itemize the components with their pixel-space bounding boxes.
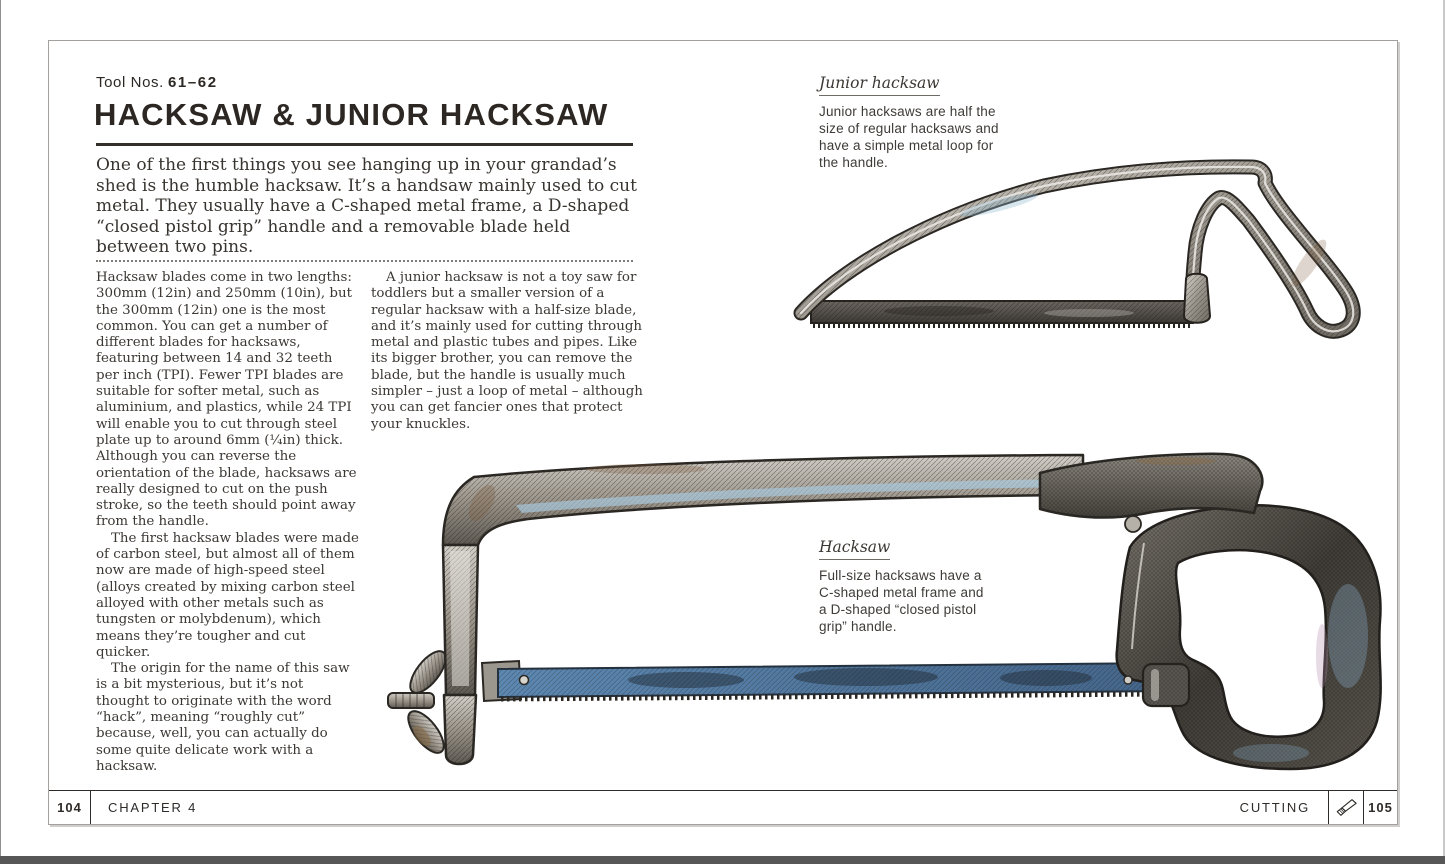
chisel-icon	[1328, 791, 1363, 824]
hacksaw-caption-label: Hacksaw	[819, 538, 890, 560]
body-column-right	[371, 270, 643, 433]
hacksaw-caption	[819, 538, 991, 635]
book-page	[48, 40, 1398, 825]
paragraph: A junior hacksaw is not a toy saw for toddlers but a smaller version of a regular hacksaw with a half-size blade, and it’s mainly used for cutting through metal and plastic tubes and pipes. Like its bigger brother, you can remove the blade, but the handle is usually much simpler – just a loop of metal – although you can get fancier ones that protect your knuckles.	[371, 270, 643, 432]
paragraph: The origin for the name of this saw is a bit mysterious, but it’s not thought to originate with the word “hack”, meaning “roughly cut” because, well, you can actually do some quite delicate work with a hacksaw.	[96, 661, 350, 774]
paragraph: Hacksaw blades come in two lengths: 300mm (12in) and 250mm (10in), but the 300mm (12in) one is the most common. You can get a number of different blades for hacksaws, featuring between 14 and 32 teeth per inch (TPI). Fewer TPI blades are suitable for softer metal, such as aluminium, and plastics, while 24 TPI will enable you to cut through steel plate up to around 6mm (¼in) thick. Although you can reverse the orientation of the blade, hacksaws are really designed to cut on the push stroke, so the teeth should point away from the handle.	[96, 270, 357, 530]
tool-number-eyebrow	[96, 74, 218, 91]
junior-hacksaw-caption-label: Junior hacksaw	[819, 74, 940, 96]
junior-hacksaw-illustration	[789, 153, 1374, 353]
hacksaw-caption-text: Full-size hacksaws have a C-shaped metal frame and a D-shaped “closed pistol grip” handle.	[819, 568, 984, 634]
dotted-divider	[96, 260, 633, 262]
title-rule	[96, 143, 633, 146]
screenshot-bottom-bar	[0, 856, 1445, 864]
chapter-label: CHAPTER 4	[108, 800, 198, 815]
screenshot-left-edge	[0, 0, 1, 856]
page-title: HACKSAW & JUNIOR HACKSAW	[94, 97, 609, 132]
tool-numbers: 61–62	[167, 74, 218, 91]
tool-label: Tool Nos.	[96, 74, 164, 91]
page-number-right: 105	[1363, 791, 1397, 824]
footer-spacer	[197, 791, 1239, 824]
page-footer	[49, 790, 1397, 824]
paragraph: The first hacksaw blades were made of carbon steel, but almost all of them now are made of high-speed steel (alloys created by mixing carbon steel alloyed with other metals such as tungsten or molybdenum), which means they’re tougher and cut quicker.	[96, 530, 359, 660]
junior-hacksaw-caption-text: Junior hacksaws are half the size of regular hacksaws and have a simple metal loop for the handle.	[819, 104, 999, 170]
page-number-left: 104	[49, 791, 91, 824]
intro-paragraph: One of the first things you see hanging up in your grandad’s shed is the humble hacksaw. It’s a handsaw mainly used to cut metal. They usually have a C-shaped metal frame, a D-shaped “closed pistol grip” handle and a removable blade held between two pins.	[96, 155, 637, 257]
body-column-left	[96, 270, 359, 775]
section-label: CUTTING	[1239, 800, 1310, 815]
junior-hacksaw-caption	[819, 74, 1009, 171]
